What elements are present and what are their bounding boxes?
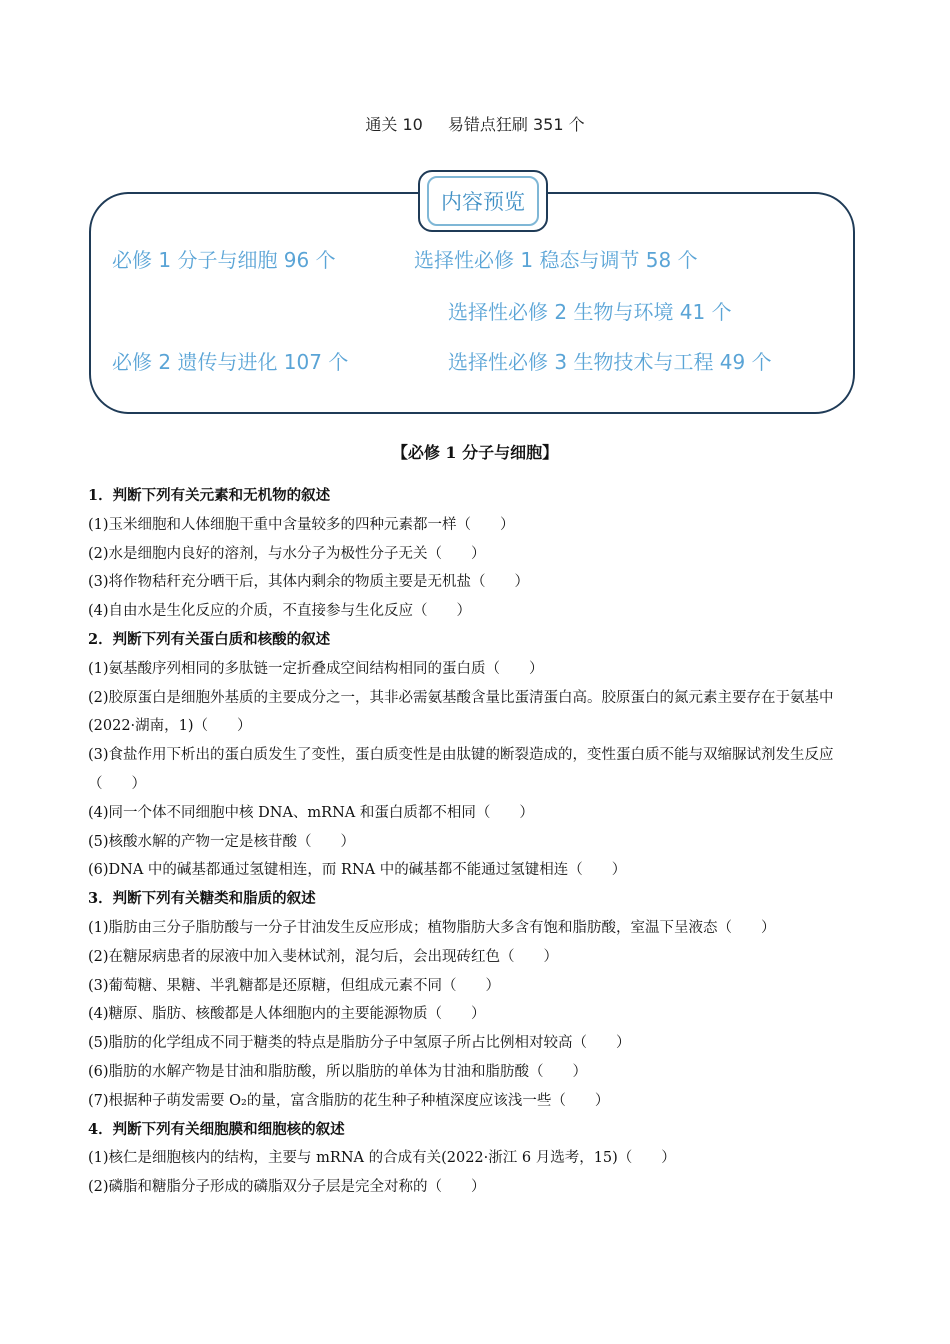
question-item: (2)在糖尿病患者的尿液中加入斐林试剂，混匀后，会出现砖红色（ ） [88,948,559,965]
question-item: (5)脂肪的化学组成不同于糖类的特点是脂肪分子中氢原子所占比例相对较高（ ） [88,1035,631,1052]
page-title [0,112,950,135]
preview-item-xuanze3: 选择性必修 3 生物技术与工程 49 个 [448,350,772,374]
preview-item-xuanze2: 选择性必修 2 生物与环境 41 个 [448,300,732,324]
question-item: (3)葡萄糖、果糖、半乳糖都是还原糖，但组成元素不同（ ） [88,977,501,994]
question-item: (1)玉米细胞和人体细胞干重中含量较多的四种元素都一样（ ） [88,516,515,533]
preview-item-bixiu2: 必修 2 遗传与进化 107 个 [112,350,349,374]
question-item: (6)DNA 中的碱基都通过氢键相连，而 RNA 中的碱基都不能通过氢键相连（ ） [88,862,627,879]
question-item: (1)脂肪由三分子脂肪酸与一分子甘油发生反应形成；植物脂肪大多含有饱和脂肪酸，室温下呈液态（ ） [88,919,776,936]
preview-item-xuanze1: 选择性必修 1 稳态与调节 58 个 [414,248,698,272]
question-item: (2)胶原蛋白是细胞外基质的主要成分之一，其非必需氨基酸含量比蛋清蛋白高。胶原蛋白的氮元素主要存在于氨基中(2022·湖南，1)（ ） [88,689,834,735]
question-item: (2)磷脂和糖脂分子形成的磷脂双分子层是完全对称的（ ） [88,1179,486,1196]
page-title-part2: 易错点狂刷 351 个 [447,115,585,134]
content-preview-label: 内容预览 [427,176,539,226]
question-item: (4)自由水是生化反应的介质，不直接参与生化反应（ ） [88,603,472,620]
content-preview-tag [418,170,548,232]
question-item: (3)食盐作用下析出的蛋白质发生了变性，蛋白质变性是由肽键的断裂造成的，变性蛋白质不能与双缩脲试剂发生反应（ ） [88,747,834,792]
question-item: (1)氨基酸序列相同的多肽链一定折叠成空间结构相同的蛋白质（ ） [88,660,544,677]
question-title: 2．判断下列有关蛋白质和核酸的叙述 [88,630,331,648]
question-item: (3)将作物秸秆充分晒干后，其体内剩余的物质主要是无机盐（ ） [88,574,530,591]
question-title: 1．判断下列有关元素和无机物的叙述 [88,487,331,504]
preview-item-bixiu1: 必修 1 分子与细胞 96 个 [112,248,336,272]
question-item: (4)同一个体不同细胞中核 DNA、mRNA 和蛋白质都不相同（ ） [88,804,534,821]
question-item: (2)水是细胞内良好的溶剂，与水分子为极性分子无关（ ） [88,545,486,562]
question-item: (7)根据种子萌发需要 O₂的量，富含脂肪的花生种子种植深度应该浅一些（ ） [88,1092,610,1109]
question-item: (1)核仁是细胞核内的结构，主要与 mRNA 的合成有关(2022·浙江 6 月选考，15)（ ） [88,1150,676,1167]
section-heading: 【必修 1 分子与细胞】 [391,443,559,462]
question-item: (6)脂肪的水解产物是甘油和脂肪酸，所以脂肪的单体为甘油和脂肪酸（ ） [88,1063,588,1080]
question-list [88,482,863,1202]
page-title-part1: 通关 10 [365,115,423,134]
question-item: (4)糖原、脂肪、核酸都是人体细胞内的主要能源物质（ ） [88,1006,486,1023]
question-title: 4．判断下列有关细胞膜和细胞核的叙述 [88,1120,345,1138]
question-item: (5)核酸水解的产物一定是核苷酸（ ） [88,833,356,850]
question-title: 3．判断下列有关糖类和脂质的叙述 [88,890,316,908]
